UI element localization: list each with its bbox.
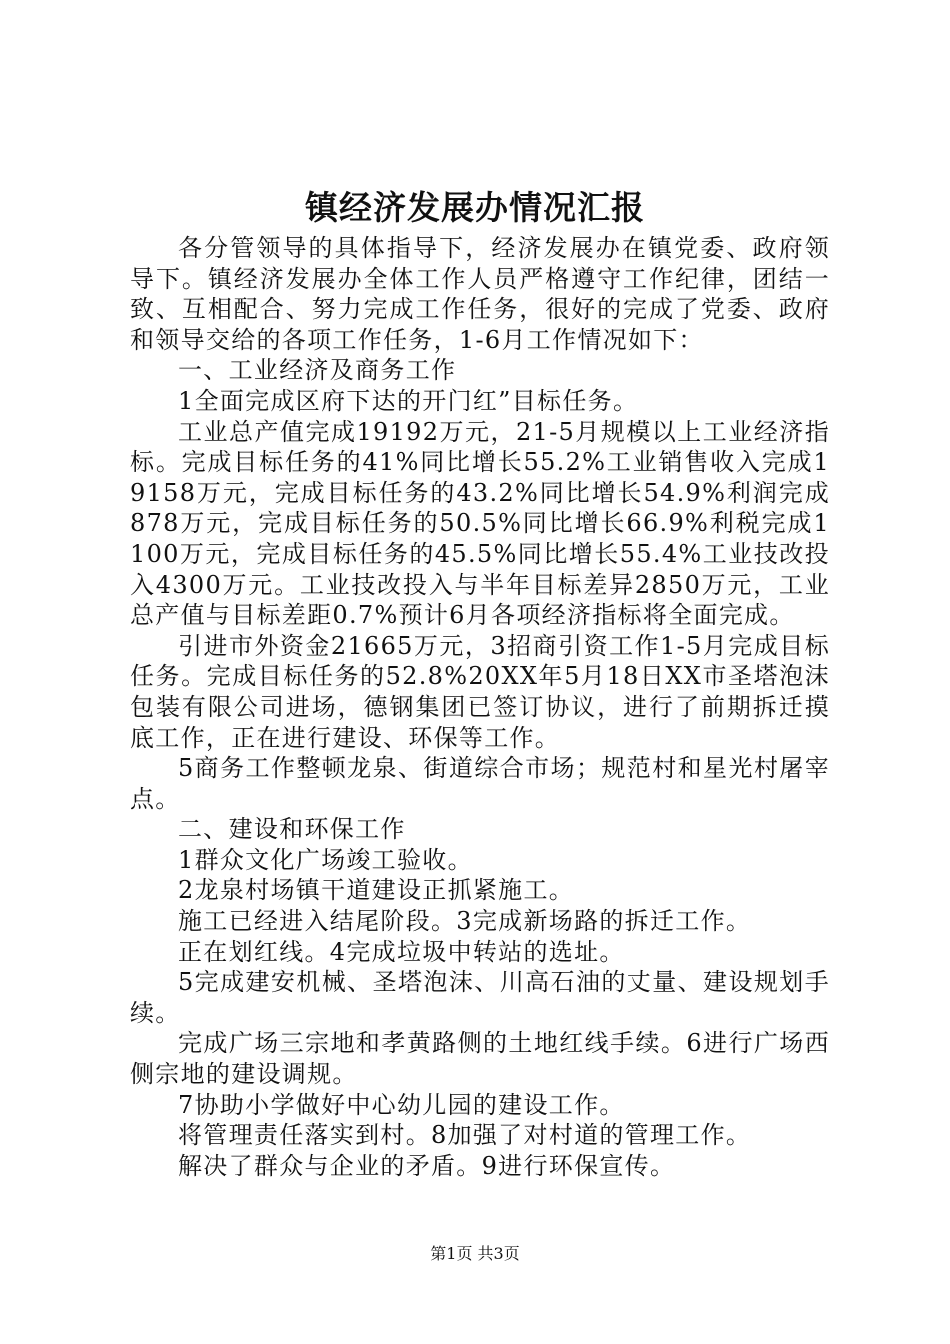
- page-footer: 第1页 共3页: [430, 1244, 520, 1263]
- paragraph: 完成广场三宗地和孝黄路侧的土地红线手续。6进行广场西侧宗地的建设调规。: [130, 1029, 830, 1089]
- paragraph: 各分管领导的具体指导下，经济发展办在镇党委、政府领导下。镇经济发展办全体工作人员严格遵守工作纪律，团结一致、互相配合、努力完成工作任务，很好的完成了党委、政府和领导交给的各项工作任务，1-6月工作情况如下：: [130, 234, 830, 354]
- paragraph: 正在划红线。4完成垃圾中转站的选址。: [178, 937, 625, 966]
- paragraph: 5商务工作整顿龙泉、街道综合市场；规范村和星光村屠宰点。: [130, 754, 830, 813]
- paragraph: 施工已经进入结尾阶段。3完成新场路的拆迁工作。: [178, 907, 752, 936]
- paragraph: 1群众文化广场竣工验收。: [178, 845, 473, 874]
- section-heading: 二、建设和环保工作: [178, 815, 406, 844]
- paragraph: 工业总产值完成19192万元，21-5月规模以上工业经济指标。完成目标任务的41%同比增长55.2%工业销售收入完成19158万元，完成目标任务的43.2%同比增长54.9%利润完成878万元，完成目标任务的50.5%同比增长66.9%利税完成1100万元，完成目标任务的45.5%同比增长55.4%工业技改投入4300万元。工业技改投入与半年目标差异2850万元，工业总产值与目标差距0.7%预计6月各项经济指标将全面完成。: [130, 417, 830, 630]
- paragraph: 解决了群众与企业的矛盾。9进行环保宣传。: [178, 1151, 676, 1180]
- paragraph: 1全面完成区府下达的开门红”目标任务。: [178, 386, 639, 415]
- paragraph: 将管理责任落实到村。8加强了对村道的管理工作。: [178, 1121, 752, 1150]
- section-heading: 一、工业经济及商务工作: [178, 356, 457, 385]
- paragraph: 2龙泉村场镇干道建设正抓紧施工。: [178, 876, 575, 905]
- paragraph: 7协助小学做好中心幼儿园的建设工作。: [178, 1090, 625, 1119]
- paragraph: 5完成建安机械、圣塔泡沫、川高石油的丈量、建设规划手续。: [130, 968, 830, 1027]
- document-body: [130, 233, 830, 1181]
- document-title: 镇经济发展办情况汇报: [305, 188, 645, 227]
- paragraph: 引进市外资金21665万元，3招商引资工作1-5月完成目标任务。完成目标任务的52.8%20XX年5月18日XX市圣塔泡沫包装有限公司进场，德钢集团已签订协议，进行了前期拆迁摸底工作，正在进行建设、环保等工作。: [130, 631, 830, 752]
